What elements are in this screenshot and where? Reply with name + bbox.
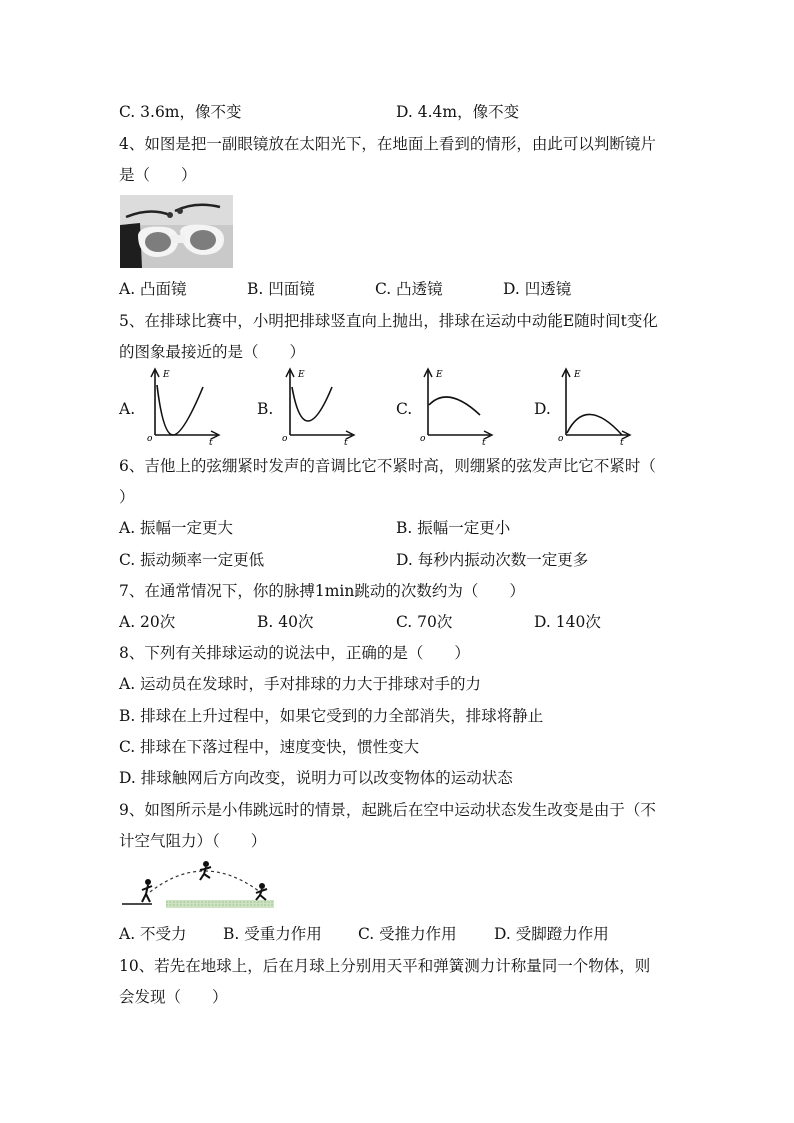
q8-option-c: C. 排球在下落过程中，速度变快，惯性变大 (119, 738, 420, 756)
graph-d-t-label: t (620, 438, 624, 445)
q5-graph-d (556, 365, 636, 449)
graph-a-t-label: t (209, 438, 213, 445)
q10-stem-line2: 会发现（ ） (119, 988, 228, 1006)
q6-stem-line1: 6、吉他上的弦绷紧时发声的音调比它不紧时高，则绷紧的弦发声比它不紧时（ (119, 457, 656, 475)
graph-c-e-label: E (436, 370, 443, 380)
q9-option-a: A. 不受力 (119, 925, 187, 943)
graph-d-e-label: E (574, 370, 581, 380)
graph-c-origin: o (420, 434, 426, 444)
graph-a-e-label: E (163, 370, 170, 380)
graph-b-origin: o (282, 434, 288, 444)
q9-stem-line2: 计空气阻力）（ ） (119, 832, 267, 850)
q4-option-d: D. 凹透镜 (503, 280, 572, 298)
graph-a-origin: o (147, 434, 153, 444)
graph-b-e-label: E (298, 370, 305, 380)
q5-graph-label-d: D. (534, 400, 551, 418)
q8-option-d: D. 排球触网后方向改变，说明力可以改变物体的运动状态 (119, 769, 513, 787)
q10-stem-line1: 10、若先在地球上，后在月球上分别用天平和弹簧测力计称量同一个物体，则 (119, 957, 651, 975)
glasses-photo (120, 195, 233, 268)
q5-graph-c (418, 365, 498, 449)
q9-stem-line1: 9、如图所示是小伟跳远时的情景，起跳后在空中运动状态发生改变是由于（不 (119, 801, 656, 819)
q7-option-d: D. 140次 (534, 613, 601, 631)
long-jump-figure (122, 858, 282, 918)
q8-option-b: B. 排球在上升过程中，如果它受到的力全部消失，排球将静止 (119, 707, 544, 725)
q8-stem-line1: 8、下列有关排球运动的说法中，正确的是（ ） (119, 644, 470, 662)
q9-option-c: C. 受推力作用 (358, 925, 457, 943)
q5-graph-b (280, 365, 360, 449)
q6-option-c: C. 振动频率一定更低 (119, 551, 265, 569)
q7-option-a: A. 20次 (119, 613, 176, 631)
q4-stem-line1: 4、如图是把一副眼镜放在太阳光下，在地面上看到的情形，由此可以判断镜片 (119, 135, 656, 153)
graph-b-t-label: t (344, 438, 348, 445)
q5-stem-line2: 的图象最接近的是（ ） (119, 343, 306, 361)
q6-option-d: D. 每秒内振动次数一定更多 (396, 551, 589, 569)
q9-option-d: D. 受脚蹬力作用 (494, 925, 609, 943)
q7-option-c: C. 70次 (396, 613, 453, 631)
q3-option-d: D. 4.4m，像不变 (396, 103, 520, 121)
q4-stem-line2: 是（ ） (119, 166, 197, 184)
q5-stem-line1: 5、在排球比赛中，小明把排球竖直向上抛出，排球在运动中动能E随时间t变化 (119, 312, 658, 330)
q4-option-b: B. 凹面镜 (247, 280, 315, 298)
q5-graph-a (145, 365, 225, 449)
q9-option-b: B. 受重力作用 (223, 925, 322, 943)
q5-graph-label-c: C. (396, 400, 413, 418)
q3-option-c: C. 3.6m，像不变 (119, 103, 242, 121)
q7-option-b: B. 40次 (257, 613, 314, 631)
graph-d-origin: o (558, 434, 564, 444)
q4-option-a: A. 凸面镜 (119, 280, 187, 298)
q7-stem-line1: 7、在通常情况下，你的脉搏1min跳动的次数约为（ ） (119, 582, 525, 600)
q5-graph-label-a: A. (119, 400, 136, 418)
graph-c-t-label: t (482, 438, 486, 445)
q8-option-a: A. 运动员在发球时，手对排球的力大于排球对手的力 (119, 675, 482, 693)
q6-option-a: A. 振幅一定更大 (119, 519, 234, 537)
q4-option-c: C. 凸透镜 (375, 280, 443, 298)
q6-option-b: B. 振幅一定更小 (396, 519, 511, 537)
q6-stem-line2: ） (119, 488, 135, 506)
q5-graph-label-b: B. (257, 400, 274, 418)
